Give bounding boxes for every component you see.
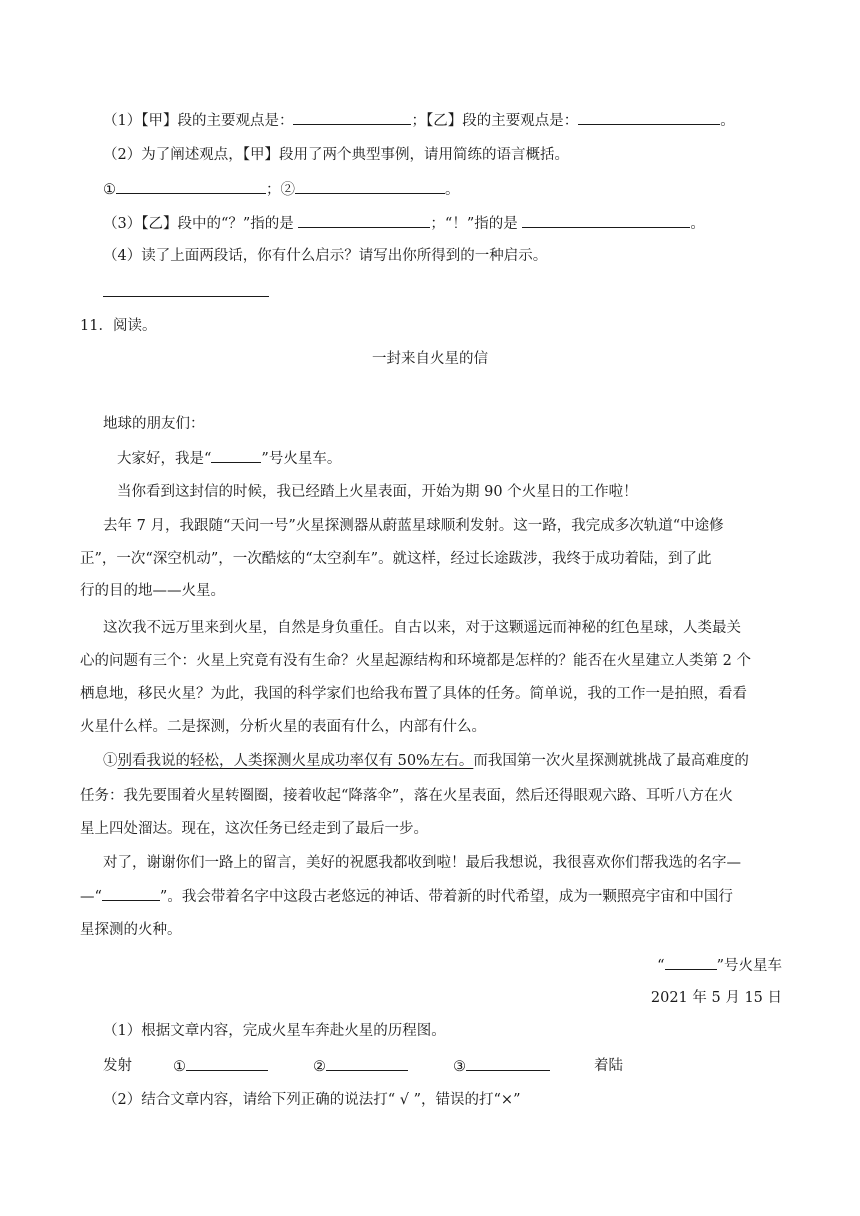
punct: 。 bbox=[720, 113, 735, 129]
q10-sub3 bbox=[103, 213, 705, 234]
q10-sub1 bbox=[103, 110, 735, 131]
text: ”。我会带着名字中这段古老悠远的神话、带着新的时代希望，成为一颗照亮宇宙和中国行 bbox=[159, 889, 733, 905]
letter-p5-line2: 任务：我先要围着火星转圈圈，接着收起“降落伞”，落在火星表面，然后还得眼观六路、耳听八方在火 bbox=[80, 788, 733, 804]
answer-blank[interactable] bbox=[186, 1056, 268, 1071]
punct: ； bbox=[266, 182, 281, 198]
text: ”号火星车 bbox=[716, 958, 782, 974]
answer-blank[interactable] bbox=[103, 282, 269, 297]
item-marker: ① bbox=[173, 1059, 186, 1075]
letter-p3-line1: 去年 7 月，我跟随“天问一号”火星探测器从蔚蓝星球顺利发射。这一路，我完成多次轨道“中途修 bbox=[103, 518, 724, 534]
journey-flow-start: 发射 bbox=[103, 1058, 132, 1074]
item-marker: ① bbox=[103, 753, 118, 769]
letter-p3-line3: 行的目的地——火星。 bbox=[80, 583, 225, 599]
q10-sub2-answers bbox=[103, 179, 460, 200]
journey-step-1 bbox=[173, 1056, 268, 1077]
answer-blank[interactable] bbox=[102, 886, 160, 901]
underlined-sentence: 别看我说的轻松，人类探测火星成功率仅有 50%左右。 bbox=[117, 753, 474, 769]
letter-salutation: 地球的朋友们： bbox=[103, 416, 205, 432]
letter-p6-line1: 对了，谢谢你们一路上的留言，美好的祝愿我都收到啦！最后我想说，我很喜欢你们帮我选的名字— bbox=[103, 855, 741, 871]
answer-blank[interactable] bbox=[293, 110, 411, 125]
journey-flow-end: 着陆 bbox=[594, 1058, 623, 1074]
letter-p4-line1: 这次我不远万里来到火星，自然是身负重任。自古以来，对于这颗遥远而神秘的红色星球，人类最关 bbox=[103, 620, 741, 636]
text: “ bbox=[657, 958, 665, 974]
answer-blank[interactable] bbox=[211, 448, 261, 463]
punct: 。 bbox=[445, 182, 460, 198]
letter-p6-line3: 星探测的火种。 bbox=[80, 922, 182, 938]
q10-sub2: （2）为了阐述观点，【甲】段用了两个典型事例，请用简练的语言概括。 bbox=[103, 147, 569, 163]
q10-sub3-prompt-b: ；“！”指的是 bbox=[430, 216, 518, 232]
answer-blank[interactable] bbox=[578, 110, 720, 125]
text: 大家好，我是“ bbox=[117, 451, 212, 467]
answer-blank[interactable] bbox=[116, 179, 266, 194]
letter-p4-line3: 栖息地，移民火星？为此，我国的科学家们也给我布置了具体的任务。简单说，我的工作一是拍照，看看 bbox=[80, 686, 747, 702]
q10-sub3-prompt-a: （3）【乙】段中的“？”指的是 bbox=[103, 216, 294, 232]
letter-p2: 当你看到这封信的时候，我已经踏上火星表面，开始为期 90 个火星日的工作啦！ bbox=[117, 484, 638, 500]
answer-blank[interactable] bbox=[326, 1056, 408, 1071]
journey-step-3 bbox=[453, 1056, 550, 1077]
letter-p5-line1 bbox=[103, 751, 749, 771]
answer-blank[interactable] bbox=[295, 179, 445, 194]
letter-date: 2021 年 5 月 15 日 bbox=[650, 990, 782, 1006]
answer-blank[interactable] bbox=[522, 213, 690, 228]
answer-blank[interactable] bbox=[298, 213, 430, 228]
text: 而我国第一次火星探测就挑战了最高难度的 bbox=[473, 753, 749, 769]
letter-p6-line2 bbox=[80, 886, 733, 907]
item-marker: ② bbox=[280, 182, 295, 198]
text: ”号火星车。 bbox=[261, 451, 342, 467]
journey-step-2 bbox=[313, 1056, 408, 1077]
q10-sub4: （4）读了上面两段话，你有什么启示？请写出你所得到的一种启示。 bbox=[103, 248, 548, 264]
letter-p4-line4: 火星什么样。二是探测，分析火星的表面有什么，内部有什么。 bbox=[80, 719, 486, 735]
letter-p4-line2: 心的问题有三个：火星上究竟有没有生命？火星起源结构和环境都是怎样的？能否在火星建立人类第 2 个 bbox=[80, 653, 751, 669]
q11-sub2: （2）结合文章内容，请给下列正确的说法打“ √ ”，错误的打“×” bbox=[103, 1092, 521, 1108]
answer-blank[interactable] bbox=[466, 1056, 550, 1071]
letter-p3-line2: 正”，一次“深空机动”，一次酷炫的“太空刹车”。就这样，经过长途跋涉，我终于成功着陆，到了此 bbox=[80, 551, 712, 567]
letter-p1 bbox=[117, 448, 341, 469]
answer-blank[interactable] bbox=[665, 955, 717, 970]
text: —“ bbox=[80, 889, 102, 905]
q10-sub1-prompt-a: （1）【甲】段的主要观点是： bbox=[103, 113, 294, 129]
item-marker: ② bbox=[313, 1059, 326, 1075]
q10-sub4-answer bbox=[103, 282, 269, 303]
punct: 。 bbox=[690, 216, 705, 232]
q11-heading: 11．阅读。 bbox=[80, 318, 157, 334]
q11-sub1: （1）根据文章内容，完成火星车奔赴火星的历程图。 bbox=[103, 1023, 446, 1039]
letter-signature bbox=[657, 955, 782, 976]
letter-title: 一封来自火星的信 bbox=[372, 351, 488, 367]
item-marker: ③ bbox=[453, 1059, 466, 1075]
q10-sub1-prompt-b: ；【乙】段的主要观点是： bbox=[411, 113, 579, 129]
item-marker: ① bbox=[103, 182, 116, 198]
letter-p5-line3: 星上四处溜达。现在，这次任务已经走到了最后一步。 bbox=[80, 821, 428, 837]
